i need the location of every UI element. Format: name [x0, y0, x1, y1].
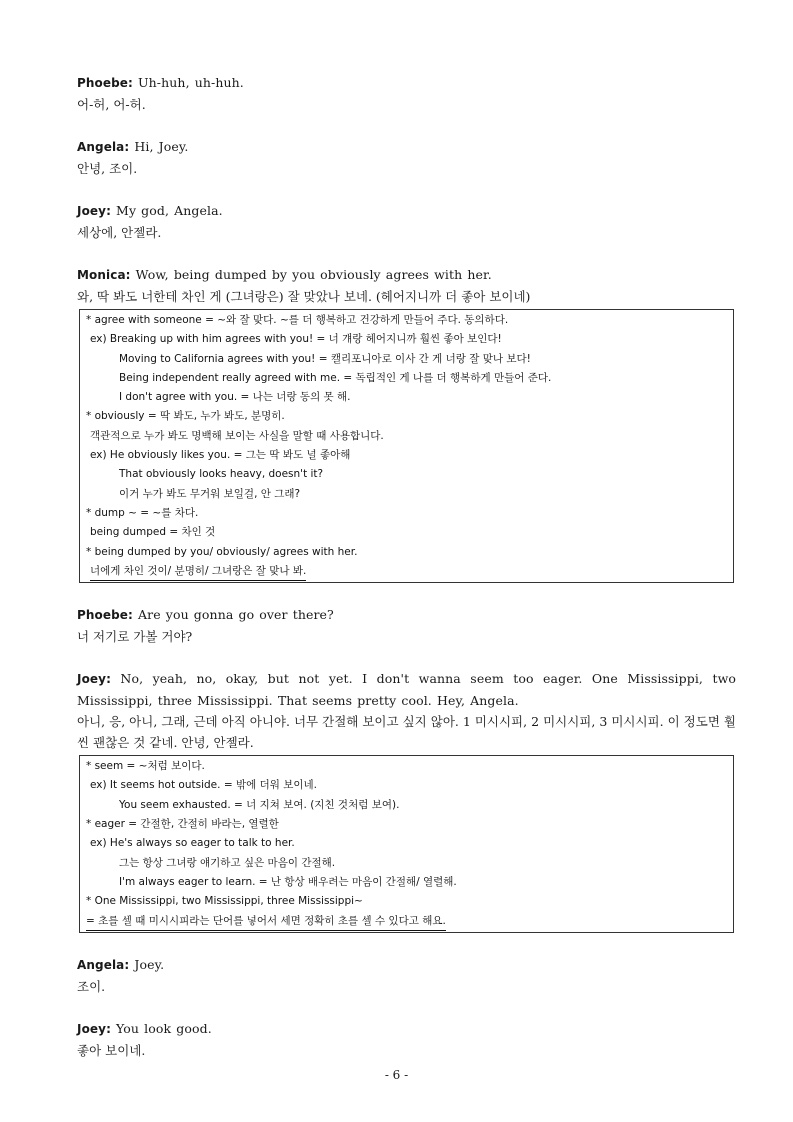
note-line: 그는 항상 그녀랑 얘기하고 싶은 마음이 간절해.: [119, 856, 336, 869]
note-line: * One Mississippi, two Mississippi, three Mississippi~: [86, 895, 363, 908]
note-line: * being dumped by you/ obviously/ agrees with her.: [86, 545, 358, 558]
speaker-name: Angela:: [77, 140, 130, 154]
speaker-name: Joey:: [77, 672, 111, 687]
korean-translation: 세상에, 안젤라.: [77, 225, 162, 240]
page-number: - 6 -: [384, 1068, 409, 1082]
document-page: [77, 72, 736, 1061]
english-text: Joey.: [129, 956, 165, 972]
note-line: You seem exhausted. = 너 지쳐 보여. (지친 것처럼 보여).: [119, 798, 400, 811]
note-line: ex) Breaking up with him agrees with you! = 너 걔랑 헤어지니까 훨씬 좋아 보인다!: [90, 333, 502, 346]
note-line: 이거 누가 봐도 무거워 보일걸, 안 그래?: [119, 487, 301, 500]
speaker-name: Joey:: [77, 1021, 111, 1036]
english-line: [77, 136, 736, 158]
note-line: * seem = ~처럼 보이다.: [86, 760, 205, 773]
korean-translation: 아니, 응, 아니, 그래, 근데 아직 아니야. 너무 간절해 보이고 싶지 않아. 1 미시시피, 2 미시시피, 3 미시시피. 이 정도면 훨씬 괜찮은 것 같네. 안녕, 안젤라.: [77, 714, 736, 751]
korean-translation: 어-허, 어-허.: [77, 97, 146, 112]
note-line: * obviously = 딱 봐도, 누가 봐도, 분명히.: [86, 410, 285, 423]
english-line: [77, 604, 736, 626]
english-text: Wow, being dumped by you obviously agrees with her.: [130, 267, 492, 282]
note-line: ex) It seems hot outside. = 밖에 더워 보이네.: [90, 779, 317, 792]
note-line: That obviously looks heavy, doesn't it?: [119, 468, 324, 481]
note-line: 객관적으로 누가 봐도 명백해 보이는 사실을 말할 때 사용합니다.: [90, 429, 384, 442]
english-line: [77, 954, 736, 976]
dialogue-block: [77, 136, 736, 179]
note-line: ex) He obviously likes you. = 그는 딱 봐도 널 좋아해: [90, 449, 351, 462]
speaker-name: Phoebe:: [77, 76, 133, 90]
note-line: * eager = 간절한, 간절히 바라는, 열렬한: [86, 818, 279, 831]
dialogue-block: [77, 954, 736, 997]
speaker-name: Monica:: [77, 268, 131, 282]
dialogue-block: [77, 1018, 736, 1061]
vocabulary-note-box: [79, 755, 734, 933]
english-line: [77, 264, 736, 286]
note-line: = 초를 셀 때 미시시피라는 단어를 넣어서 세면 정확히 초를 셀 수 있다고 해요.: [86, 913, 446, 931]
note-line: I'm always eager to learn. = 난 항상 배우려는 마음이 간절해/ 열렬해.: [119, 875, 457, 888]
english-text: Hi, Joey.: [129, 139, 189, 154]
note-line: being dumped = 차인 것: [90, 526, 216, 539]
english-text: Are you gonna go over there?: [132, 607, 334, 623]
note-line: 너에게 차인 것이/ 분명히/ 그녀랑은 잘 맞나 봐.: [90, 563, 306, 581]
english-line: [77, 668, 736, 711]
english-line: [77, 200, 736, 222]
dialogue-block: [77, 604, 736, 647]
note-line: ex) He's always so eager to talk to her.: [90, 837, 295, 850]
english-text: No, yeah, no, okay, but not yet. I don't wanna seem too eager. One Mississippi, two Mississippi, three Mississippi. That seems pretty cool. Hey, Angela.: [77, 671, 736, 709]
dialogue-block: [77, 264, 736, 307]
note-line: Moving to California agrees with you! = 캘리포니아로 이사 간 게 너랑 잘 맞나 보다!: [119, 352, 531, 365]
english-text: You look good.: [110, 1020, 212, 1036]
english-text: Uh-huh, uh-huh.: [132, 75, 244, 90]
note-line: I don't agree with you. = 나는 너랑 동의 못 해.: [119, 391, 351, 404]
korean-translation: 조이.: [77, 978, 106, 994]
english-text: My god, Angela.: [110, 203, 223, 218]
note-line: Being independent really agreed with me. = 독립적인 게 나를 더 행복하게 만들어 준다.: [119, 371, 552, 384]
english-line: [77, 72, 736, 94]
speaker-name: Phoebe:: [77, 608, 133, 623]
speaker-name: Joey:: [77, 204, 111, 218]
dialogue-block: [77, 200, 736, 243]
vocabulary-note-box: [79, 309, 734, 583]
korean-translation: 좋아 보이네.: [77, 1042, 146, 1058]
korean-translation: 안녕, 조이.: [77, 161, 138, 176]
dialogue-block: [77, 668, 736, 753]
speaker-name: Angela:: [77, 957, 130, 972]
note-line: * dump ~ = ~를 차다.: [86, 506, 199, 519]
dialogue-block: [77, 72, 736, 115]
note-line: * agree with someone = ~와 잘 맞다. ~를 더 행복하고 건강하게 만들어 주다. 동의하다.: [86, 314, 509, 326]
korean-translation: 와, 딱 봐도 너한테 차인 게 (그녀랑은) 잘 맞았나 보네. (헤어지니까 더 좋아 보이네): [77, 289, 531, 304]
english-line: [77, 1018, 736, 1040]
korean-translation: 너 저기로 가볼 거야?: [77, 629, 193, 645]
